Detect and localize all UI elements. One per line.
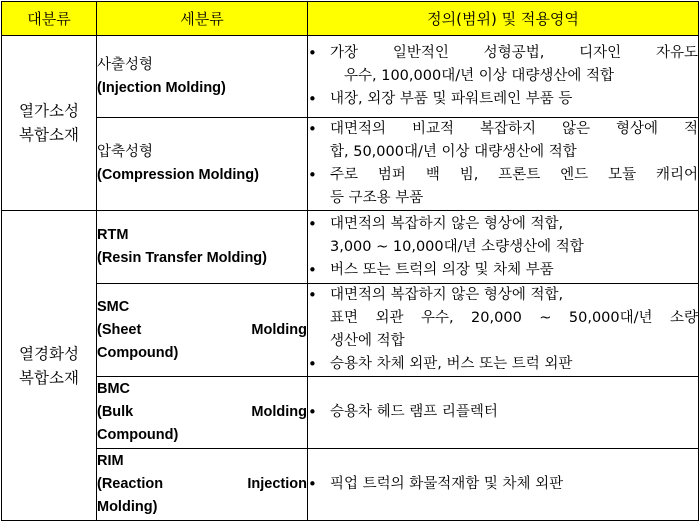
major-label-line2: 복합소재 — [19, 368, 79, 387]
definition-bullet: • 승용차 헤드 램프 리플렉터 — [308, 401, 698, 424]
major-label-line2: 복합소재 — [19, 126, 79, 144]
definition-cell — [308, 118, 699, 211]
sub-category-cell — [97, 377, 308, 449]
definition-bullet: • 가장 일반적인 성형공법, 디자인 자유도 우수, 100,000대/년 이상 대량생산에 적합 — [308, 42, 698, 88]
definition-bullet: • 주로 범퍼 백 빔, 프론트 엔드 모듈 캐리어 등 구조용 부품 — [308, 164, 698, 210]
definition-bullet: • 내장, 외장 부품 및 파워트레인 부품 등 — [308, 88, 698, 111]
definition-bullet: • 대면적의 복잡하지 않은 형상에 적합, 표면 외관 우수, 20,000 ~ 50,000대/년 소량 생산에 적합 — [308, 284, 698, 353]
definition-bullet: • 대면적의 복잡하지 않은 형상에 적합, 3,000 ~ 10,000대/년 소량생산에 적합 — [308, 213, 698, 259]
table-row — [2, 36, 699, 118]
sub-kr-label: RTM — [97, 227, 129, 243]
sub-category-cell — [97, 284, 308, 377]
sub-en-label: (Resin Transfer Molding) — [97, 250, 267, 266]
sub-en-label: Molding) — [97, 499, 158, 515]
major-label-line1: 열가소성 — [19, 102, 79, 120]
sub-en-label: Compound) — [97, 427, 179, 443]
sub-category-cell — [97, 36, 308, 118]
sub-kr-label: 압축성형 — [97, 144, 154, 160]
sub-kr-label: RIM — [97, 453, 124, 469]
major-category-thermoset — [2, 211, 97, 521]
major-label-line1: 열경화성 — [19, 344, 79, 363]
sub-en-label: (Bulk Molding — [97, 404, 307, 420]
header-row — [2, 2, 699, 36]
header-major: 대분류 — [2, 2, 97, 36]
header-def: 정의(범위) 및 적용영역 — [308, 2, 699, 36]
sub-en-label: (Injection Molding) — [97, 79, 226, 96]
classification-table — [1, 1, 699, 521]
table-row — [2, 118, 699, 211]
table-row — [2, 377, 699, 449]
definition-cell — [308, 36, 699, 118]
sub-en-label: Compound) — [97, 344, 179, 361]
definition-cell — [308, 211, 699, 284]
definition-cell — [308, 377, 699, 449]
table-row — [2, 284, 699, 377]
major-category-thermoplastic — [2, 36, 97, 211]
table-row — [2, 211, 699, 284]
definition-bullet: • 승용차 차체 외판, 버스 또는 트럭 외판 — [308, 353, 698, 376]
sub-en-label: (Reaction Injection — [97, 476, 307, 492]
sub-kr-label: 사출성형 — [97, 56, 154, 73]
sub-en-label: (Sheet Molding — [97, 321, 307, 338]
definition-bullet: • 버스 또는 트럭의 의장 및 차체 부품 — [308, 259, 698, 282]
header-sub: 세분류 — [97, 2, 308, 36]
definition-bullet: • 대면적의 비교적 복잡하지 않은 형상에 적 합, 50,000대/년 이상 대량생산에 적합 — [308, 118, 698, 164]
sub-en-label: (Compression Molding) — [97, 167, 259, 183]
sub-kr-label: SMC — [97, 298, 130, 315]
definition-bullet: • 픽업 트럭의 화물적재함 및 차체 외판 — [308, 473, 698, 496]
sub-category-cell — [97, 211, 308, 284]
sub-category-cell — [97, 118, 308, 211]
definition-cell — [308, 284, 699, 377]
sub-kr-label: BMC — [97, 381, 131, 397]
